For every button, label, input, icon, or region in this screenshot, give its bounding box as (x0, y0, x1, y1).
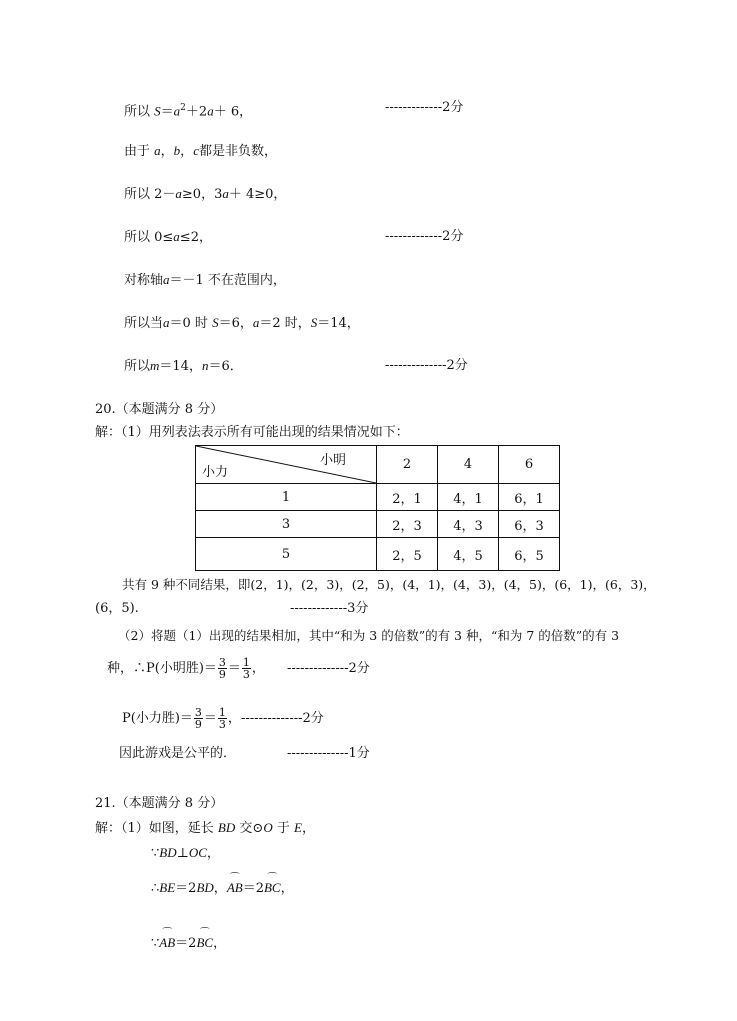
table-cell: 6，5 (499, 538, 560, 571)
score-mark: -------------2分 (385, 229, 464, 244)
table-diagonal-header (196, 446, 377, 484)
table-row (196, 538, 560, 571)
q20-p-xiaoli: P(小力胜)＝ $\frac{3}{9}$ ＝ $\frac{1}{3}$ ， (122, 706, 241, 731)
row-label: 1 (196, 484, 377, 511)
table-row (196, 511, 560, 538)
table-cell: 4，1 (438, 484, 499, 511)
line-inequalities: 所以 2－a≥0，3a＋ 4≥0， (124, 186, 287, 202)
table-cell: 6，3 (499, 511, 560, 538)
line-range: 所以 0≤a≤2， (124, 229, 212, 245)
q20-summary-cont: (6，5). (95, 601, 139, 616)
q21-heading: 21.（本题满分 8 分） (95, 796, 224, 811)
table-cell: 2，3 (377, 511, 438, 538)
line-nonnegative: 由于 a，b，c都是非负数， (124, 143, 277, 159)
q20-conclusion: 因此游戏是公平的． (119, 746, 237, 761)
q20-heading: 20.（本题满分 8 分） (95, 402, 224, 417)
q20-part2: （2）将题（1）出现的结果相加，其中“和为 3 的倍数”的有 3 种，“和为 7 的倍数”的有 3 (118, 628, 620, 643)
line-axis: 对称轴a＝－1 不在范围内， (124, 272, 286, 288)
column-header: 2 (377, 446, 438, 484)
score-mark: --------------2分 (385, 358, 468, 373)
column-header: 6 (499, 446, 560, 484)
q21-therefore: ∴BE＝2BD，⌒ AB＝2⌒ BC， (151, 880, 294, 897)
header-xiaoli: 小力 (202, 465, 229, 480)
q20-summary: 共有 9 种不同结果，即(2，1)，(2，3)，(2，5)，(4，1)，(4，3)，(4，5)，(6，1)，(6，3)， (122, 577, 656, 592)
table-cell: 2，1 (377, 484, 438, 511)
column-header: 4 (438, 446, 499, 484)
table-cell: 6，1 (499, 484, 560, 511)
table-cell: 4，3 (438, 511, 499, 538)
arc-bc: ⌒ BC (264, 880, 281, 896)
q21-because-perpendicular: ∵BD⊥OC， (151, 845, 220, 861)
row-label: 5 (196, 538, 377, 571)
table-row (196, 484, 560, 511)
score-mark: --------------2分 (287, 661, 370, 676)
header-xiaoming: 小明 (319, 453, 346, 468)
q21-because-arcs: ∵⌒ AB＝2⌒ BC， (151, 935, 226, 952)
results-table (195, 445, 560, 571)
q21-intro: 解：（1）如图，延长 BD 交⊙O 于 E， (95, 820, 315, 836)
arc-bc: ⌒ BC (196, 935, 213, 951)
line-result: 所以m＝14，n＝6． (124, 358, 243, 374)
q20-p-xiaoming: 种，∴P(小明胜)＝ $\frac{3}{9}$ ＝ $\frac{1}{3}$ ， (107, 656, 265, 681)
score-mark: -------------3分 (290, 601, 369, 616)
q20-intro: 解：（1）用列表法表示所有可能出现的结果情况如下： (95, 425, 409, 440)
line-s-formula: 所以 $S=a^2+2a+ 6$， (124, 103, 253, 120)
table-cell: 4，5 (438, 538, 499, 571)
score-mark: -------------2分 (385, 100, 464, 115)
arc-ab: ⌒ AB (159, 935, 175, 951)
table-cell: 2，5 (377, 538, 438, 571)
arc-ab: ⌒ AB (227, 880, 243, 896)
line-values: 所以当a＝0 时 S＝6，a＝2 时，S＝14， (124, 315, 360, 331)
score-mark: --------------1分 (287, 746, 370, 761)
score-mark: --------------2分 (241, 711, 324, 726)
row-label: 3 (196, 511, 377, 538)
